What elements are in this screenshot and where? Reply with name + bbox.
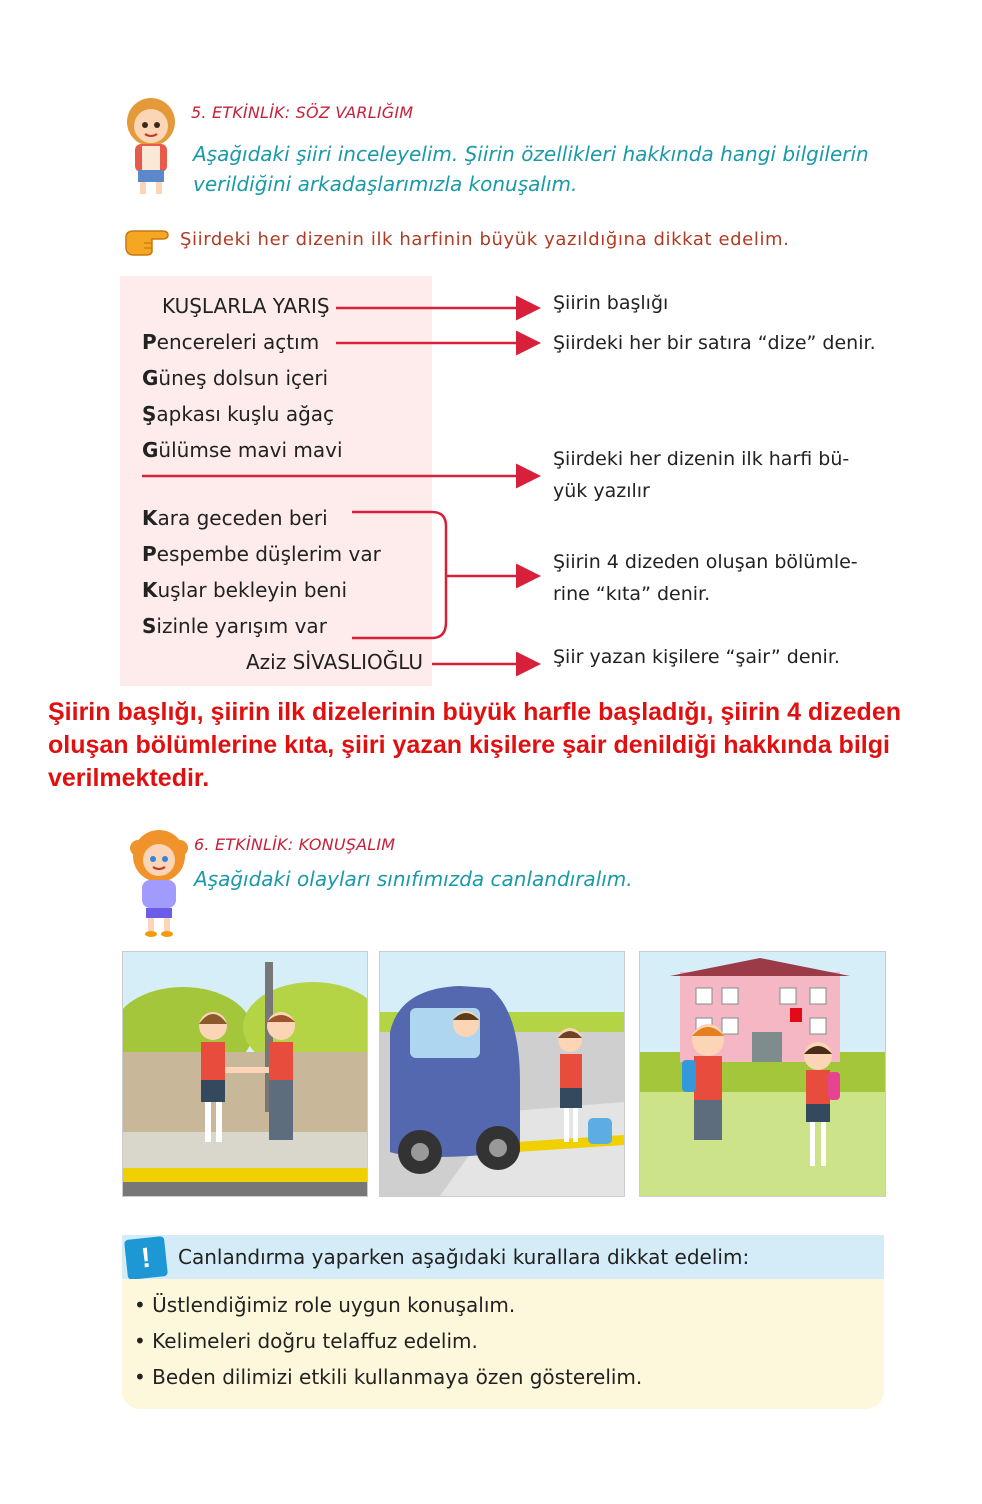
rules-heading: Canlandırma yaparken aşağıdaki kurallara dikkat edelim: — [178, 1245, 750, 1269]
curly-girl-character-icon — [128, 826, 190, 938]
activity-6-title: 6. ETKİNLİK: KONUŞALIM — [194, 835, 396, 854]
activity-5-title: 5. ETKİNLİK: SÖZ VARLIĞIM — [191, 103, 414, 122]
rule-item: • Üstlendiğimiz role uygun konuşalım. — [134, 1293, 516, 1317]
handshake-scene-image — [122, 951, 368, 1197]
warning-icon: ! — [124, 1236, 168, 1280]
stanza-bracket — [352, 512, 446, 638]
poem-first-letter: S — [142, 614, 157, 638]
capital-letter-note: Şiirdeki her dizenin ilk harfinin büyük yazıldığına dikkat edelim. — [180, 229, 790, 250]
poem-title: KUŞLARLA YARIŞ — [162, 294, 330, 318]
line-explanation: Şiirdeki her bir satıra “dize” denir. — [553, 332, 876, 354]
poem-first-letter: G — [142, 366, 159, 390]
activity-5-instruction: Aşağıdaki şiiri inceleyelim. Şiirin özellikleri hakkında hangi bilgilerin verildiğini arkadaşlarımızla konuşalım. — [193, 142, 869, 196]
poem-line-rest: apkası kuşlu ağaç — [156, 402, 335, 426]
school-scene-image — [639, 951, 886, 1197]
activity-6-instruction: Aşağıdaki olayları sınıfımızda canlandıralım. — [194, 867, 633, 891]
poem-line-rest: espembe düşlerim var — [156, 542, 381, 566]
poem-line-rest: uşlar bekleyin beni — [157, 578, 348, 602]
poem-first-letter: G — [142, 438, 159, 462]
poem-first-letter: P — [142, 330, 157, 354]
rule-item: • Beden dilimizi etkili kullanmaya özen gösterelim. — [134, 1365, 643, 1389]
stanza-explanation-2: rine “kıta” denir. — [553, 583, 711, 605]
poem-first-letter: K — [142, 578, 158, 602]
poem-line-rest: üneş dolsun içeri — [158, 366, 329, 390]
stanza-explanation-1: Şiirin 4 dizeden oluşan bölümle- — [553, 551, 858, 573]
poem-line-rest: ülümse mavi mavi — [158, 438, 343, 462]
poem-line-rest: encereleri açtım — [156, 330, 320, 354]
poem-first-letter: P — [142, 542, 157, 566]
capital-explanation-1: Şiirdeki her dizenin ilk harfi bü- — [553, 448, 850, 470]
car-scene-image — [379, 951, 625, 1197]
answer-text: Şiirin başlığı, şiirin ilk dizelerinin büyük harfle başladığı, şiirin 4 dizeden oluşan bölümlerine kıta, şiiri yazan kişilere şair denildiği hakkında bilgi verilmektedir. — [48, 698, 901, 792]
capital-explanation-2: yük yazılır — [553, 480, 650, 502]
poem-first-letter: Ş — [142, 402, 157, 426]
poem-line-rest: izinle yarışım var — [156, 614, 327, 638]
title-explanation: Şiirin başlığı — [553, 292, 669, 314]
rule-item: • Kelimeleri doğru telaffuz edelim. — [134, 1329, 478, 1353]
poem-line-rest: ara geceden beri — [157, 506, 328, 530]
poem-author: Aziz SİVASLIOĞLU — [246, 650, 424, 674]
poet-explanation: Şiir yazan kişilere “şair” denir. — [553, 646, 840, 668]
poem-first-letter: K — [142, 506, 158, 530]
